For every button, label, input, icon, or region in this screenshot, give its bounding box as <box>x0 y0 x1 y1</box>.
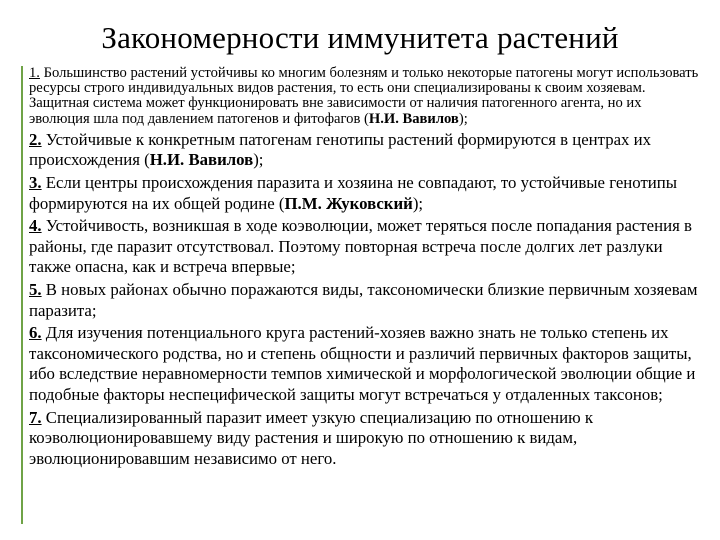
list-item-6 <box>29 323 704 405</box>
item-text: В новых районах обычно поражаются виды, таксономически близкие первичным хозяевам паразита; <box>29 279 698 320</box>
item-number: 7. <box>29 407 42 427</box>
author-name: Н.И. Вавилов <box>368 110 459 127</box>
item-number: 2. <box>29 129 42 149</box>
item-text: Большинство растений устойчивы ко многим болезням и только некоторые патогены могут использовать ресурсы строго индивидуальных видов растения, то есть они специализированы к своим хозяевам. Защитная система может функционировать вне зависимости от наличия патогенного агента, но их эволюция шла под давлением патогенов и фитофагов ( <box>29 65 699 127</box>
item-number: 6. <box>29 323 42 343</box>
item-text: Специализированный паразит имеет узкую специализацию по отношению к коэволюционировавшему виду растения и широкую по отношению к видам, эволюционировавшим независимо от него. <box>29 407 593 468</box>
item-text: Если центры происхождения паразита и хозяина не совпадают, то устойчивые генотипы формируются на их общей родине ( <box>29 173 678 213</box>
list-item-7 <box>29 408 704 470</box>
item-tail: ); <box>253 150 264 170</box>
item-text: Для изучения потенциального круга растений-хозяев важно знать не только степень их таксономического родства, но и степень общности и различий первичных факторов защиты, ибо вследствие неравномерности темпов химической и морфологической эволюции общие и подобные факторы неспецифической защиты могут встречаться у отдаленных таксонов; <box>29 323 696 404</box>
author-name: Н.И. Вавилов <box>149 150 254 170</box>
item-tail: ); <box>412 193 424 213</box>
list-item-5 <box>29 280 704 321</box>
item-text: Устойчивость, возникшая в ходе коэволюции, может теряться после попадания растения в районы, где паразит отсутствовал. Поэтому повторная встреча после долгих лет разлуки также опасна, как и встреча впервые; <box>29 216 692 277</box>
list-item-3 <box>29 173 704 214</box>
list-item-2 <box>29 130 704 171</box>
item-tail: ); <box>458 110 468 127</box>
item-number: 4. <box>29 216 42 236</box>
item-number: 1. <box>29 65 40 81</box>
item-number: 3. <box>29 173 42 192</box>
item-number: 5. <box>29 279 42 299</box>
list-item-4 <box>29 216 704 278</box>
item-text: Устойчивые к конкретным патогенам генотипы растений формируются в центрах их происхождения ( <box>29 129 651 170</box>
slide-title: Закономерности иммунитета растений <box>101 20 619 55</box>
author-name: П.М. Жуковский <box>284 193 413 213</box>
content-box <box>21 66 704 524</box>
list-item-1 <box>29 66 704 127</box>
